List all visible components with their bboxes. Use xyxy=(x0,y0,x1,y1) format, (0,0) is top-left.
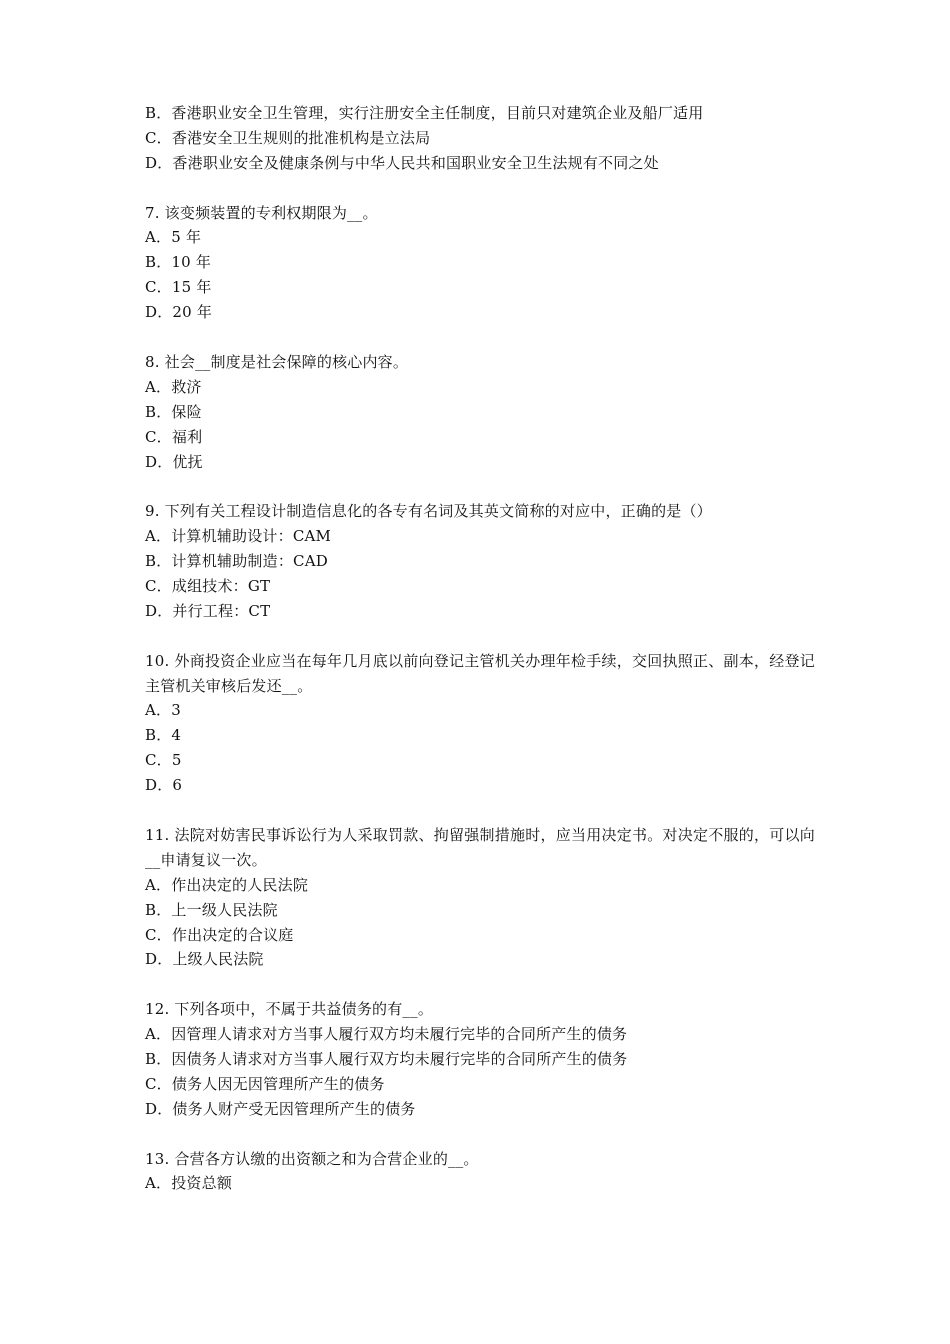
option-d: D．香港职业安全及健康条例与中华人民共和国职业安全卫生法规有不同之处 xyxy=(145,153,659,172)
option-d: D．债务人财产受无因管理所产生的债务 xyxy=(145,1099,416,1118)
option-a: A．5 年 xyxy=(145,228,202,247)
question-text: 8. 社会__制度是社会保障的核心内容。 xyxy=(145,352,409,371)
option-a: A．计算机辅助设计：CAM xyxy=(145,527,332,546)
option-b: B．计算机辅助制造：CAD xyxy=(145,552,328,571)
option-d: D．优抚 xyxy=(145,452,203,471)
question-text: 7. 该变频装置的专利权期限为__。 xyxy=(145,203,378,222)
option-a: A．投资总额 xyxy=(145,1174,233,1193)
question-text: 13. 合营各方认缴的出资额之和为合营企业的__。 xyxy=(145,1149,479,1168)
question-list xyxy=(145,101,815,1196)
question-block-6-continued xyxy=(145,101,815,176)
option-c: C．15 年 xyxy=(145,278,212,297)
question-block-11 xyxy=(145,823,815,972)
question-text: 11. 法院对妨害民事诉讼行为人采取罚款、拘留强制措施时，应当用决定书。对决定不服的，可以向__申请复议一次。 xyxy=(145,825,815,869)
option-b: B．上一级人民法院 xyxy=(145,900,278,919)
question-block-12 xyxy=(145,997,815,1121)
option-a: A．救济 xyxy=(145,377,202,396)
option-a: A．作出决定的人民法院 xyxy=(145,875,309,894)
option-c: C．5 xyxy=(145,751,182,770)
question-block-10 xyxy=(145,649,815,798)
question-block-13 xyxy=(145,1147,815,1197)
question-text: 12. 下列各项中，不属于共益债务的有__。 xyxy=(145,1000,434,1019)
question-text: 10. 外商投资企业应当在每年几月底以前向登记主管机关办理年检手续，交回执照正、副本，经登记主管机关审核后发还__。 xyxy=(145,651,815,695)
option-a: A．因管理人请求对方当事人履行双方均未履行完毕的合同所产生的债务 xyxy=(145,1025,628,1044)
option-c: C．成组技术：GT xyxy=(145,576,271,595)
question-text: 9. 下列有关工程设计制造信息化的各专有名词及其英文简称的对应中，正确的是（） xyxy=(145,502,712,521)
option-a: A．3 xyxy=(145,701,181,720)
option-b: B．因债务人请求对方当事人履行双方均未履行完毕的合同所产生的债务 xyxy=(145,1049,628,1068)
option-b: B．4 xyxy=(145,726,182,745)
question-block-8 xyxy=(145,350,815,474)
option-d: D．20 年 xyxy=(145,303,213,322)
option-d: D．上级人民法院 xyxy=(145,950,264,969)
option-d: D．并行工程：CT xyxy=(145,601,271,620)
option-d: D．6 xyxy=(145,776,183,795)
option-b: B．10 年 xyxy=(145,253,212,272)
option-c: C．香港安全卫生规则的批准机构是立法局 xyxy=(145,128,431,147)
option-c: C．福利 xyxy=(145,427,203,446)
question-block-9 xyxy=(145,499,815,623)
option-c: C．作出决定的合议庭 xyxy=(145,925,294,944)
option-b: B．保险 xyxy=(145,402,202,421)
option-b: B．香港职业安全卫生管理，实行注册安全主任制度，目前只对建筑企业及船厂适用 xyxy=(145,104,704,122)
question-block-7 xyxy=(145,201,815,325)
option-c: C．债务人因无因管理所产生的债务 xyxy=(145,1074,385,1093)
